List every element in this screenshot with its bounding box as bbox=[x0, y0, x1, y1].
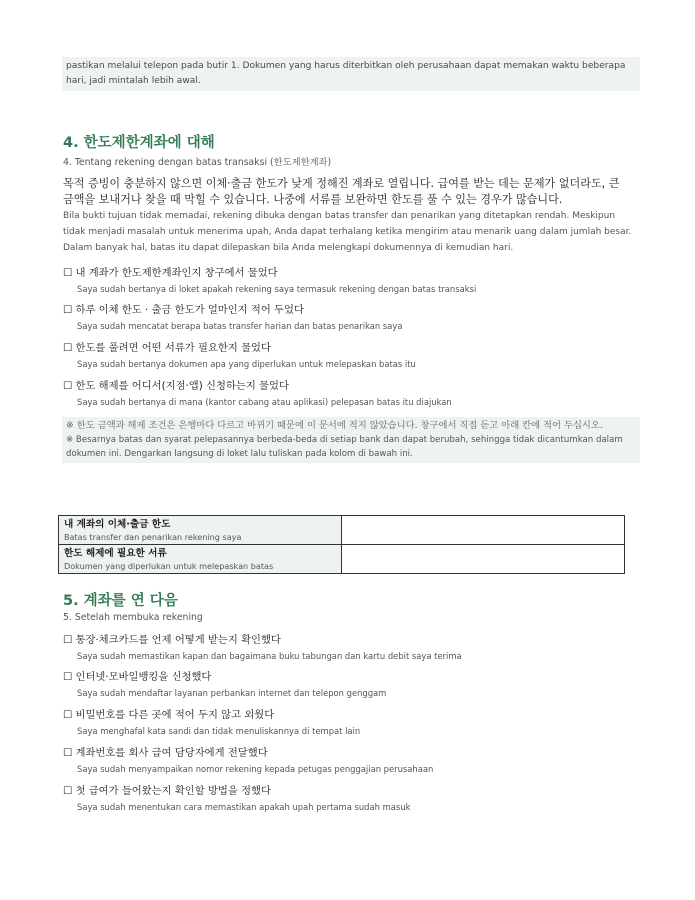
section-5-subtitle: 5. Setelah membuka rekening bbox=[63, 612, 203, 623]
checklist-item-indonesian: Saya sudah menentukan cara memastikan apakah upah pertama sudah masuk bbox=[77, 802, 411, 812]
checklist-item[interactable] bbox=[63, 303, 633, 333]
field-label bbox=[59, 516, 342, 545]
table-row bbox=[59, 545, 625, 574]
checklist-item-korean: ☐ 내 계좌가 한도제한계좌인지 창구에서 물었다 bbox=[63, 267, 278, 279]
checklist-item-korean: ☐ 첫 급여가 들어왔는지 확인할 방법을 정했다 bbox=[63, 785, 271, 797]
table-row bbox=[59, 516, 625, 545]
field-value-cell[interactable] bbox=[342, 516, 625, 545]
section-4-title: 4. 한도제한계좌에 대해 bbox=[63, 135, 215, 151]
field-value-cell[interactable] bbox=[342, 545, 625, 574]
checklist-item[interactable] bbox=[63, 670, 633, 700]
checklist-item-indonesian: Saya sudah bertanya di loket apakah rekening saya termasuk rekening dengan batas transaksi bbox=[77, 284, 477, 294]
checklist-item-korean: ☐ 계좌번호를 회사 급여 담당자에게 전달했다 bbox=[63, 747, 268, 759]
checklist-item[interactable] bbox=[63, 266, 633, 296]
field-label bbox=[59, 545, 342, 574]
section-4-subtitle: 4. Tentang rekening dengan batas transaksi (한도제한계좌) bbox=[63, 157, 332, 168]
checklist-item-korean: ☐ 비밀번호를 다른 곳에 적어 두지 않고 외웠다 bbox=[63, 709, 275, 721]
checklist-item[interactable] bbox=[63, 784, 633, 814]
checklist-item[interactable] bbox=[63, 708, 633, 738]
checklist-item[interactable] bbox=[63, 633, 633, 663]
fill-in-table bbox=[58, 515, 625, 574]
checklist-item-indonesian: Saya sudah mencatat berapa batas transfer harian dan batas penarikan saya bbox=[77, 321, 403, 331]
field-label-korean: 한도 해제에 필요한 서류 bbox=[64, 547, 167, 559]
intro-korean: 목적 증빙이 충분하지 않으면 이체·출금 한도가 낮게 정해진 계좌로 열립니다. 급여를 받는 데는 문제가 없더라도, 큰 금액을 보내거나 찾을 때 막힐 수 있습니다. 나중에 서류를 보완하면 한도를 풀 수 있는 경우가 많습니다. bbox=[63, 177, 620, 206]
checklist-item-indonesian: Saya sudah mendaftar layanan perbankan internet dan telepon genggam bbox=[77, 688, 387, 698]
field-label-korean: 내 계좌의 이체·출금 한도 bbox=[64, 518, 171, 530]
limit-note-indonesian: ※ Besarnya batas dan syarat pelepasannya berbeda-beda di setiap bank dan dapat berubah, sehingga tidak dicantumkan dalam dokumen ini. Dengarkan langsung di loket lalu tuliskan pada kolom di bawah ini. bbox=[66, 435, 623, 459]
limit-note bbox=[62, 417, 640, 463]
checklist-item[interactable] bbox=[63, 746, 633, 776]
limit-note-korean: ※ 한도 금액과 해제 조건은 은행마다 다르고 바뀌기 때문에 이 문서에 적지 않았습니다. 창구에서 직접 듣고 아래 칸에 적어 두십시오. bbox=[66, 420, 603, 431]
checklist-item-indonesian: Saya sudah menyampaikan nomor rekening kepada petugas penggajian perusahaan bbox=[77, 764, 434, 774]
section-4-intro bbox=[63, 176, 633, 256]
section-5-title: 5. 계좌를 연 다음 bbox=[63, 593, 178, 609]
checklist-item-korean: ☐ 한도를 풀려면 어떤 서류가 필요한지 물었다 bbox=[63, 342, 271, 354]
checklist-item-indonesian: Saya sudah bertanya dokumen apa yang diperlukan untuk melepaskan batas itu bbox=[77, 359, 416, 369]
checklist-item-korean: ☐ 한도 해제를 어디서(지점·앱) 신청하는지 물었다 bbox=[63, 380, 289, 392]
checklist-item[interactable] bbox=[63, 341, 633, 371]
checklist-item-korean: ☐ 통장·체크카드를 언제 어떻게 받는지 확인했다 bbox=[63, 634, 281, 646]
checklist-item-korean: ☐ 인터넷·모바일뱅킹을 신청했다 bbox=[63, 671, 212, 683]
continued-note: pastikan melalui telepon pada butir 1. Dokumen yang harus diterbitkan oleh perusahaan dapat memakan waktu beberapa hari, jadi mintalah lebih awal. bbox=[62, 57, 640, 91]
intro-indonesian: Bila bukti tujuan tidak memadai, rekening dibuka dengan batas transfer dan penarikan yang ditetapkan rendah. Meskipun tidak menjadi masalah untuk menerima upah, Anda dapat terhalang ketika mengirim atau menarik uang dalam jumlah besar. Dalam banyak hal, batas itu dapat dilepaskan bila Anda melengkapi dokumennya di kemudian hari. bbox=[63, 211, 632, 253]
field-label-indonesian: Batas transfer dan penarikan rekening saya bbox=[64, 531, 242, 542]
checklist-item-indonesian: Saya sudah memastikan kapan dan bagaimana buku tabungan dan kartu debit saya terima bbox=[77, 651, 462, 661]
checklist-item-indonesian: Saya sudah bertanya di mana (kantor cabang atau aplikasi) pelepasan batas itu diajukan bbox=[77, 397, 452, 407]
checklist-item-korean: ☐ 하루 이체 한도 · 출금 한도가 얼마인지 적어 두었다 bbox=[63, 304, 304, 316]
checklist-item-indonesian: Saya menghafal kata sandi dan tidak menuliskannya di tempat lain bbox=[77, 726, 361, 736]
field-label-indonesian: Dokumen yang diperlukan untuk melepaskan batas bbox=[64, 560, 274, 571]
checklist-item[interactable] bbox=[63, 379, 633, 409]
